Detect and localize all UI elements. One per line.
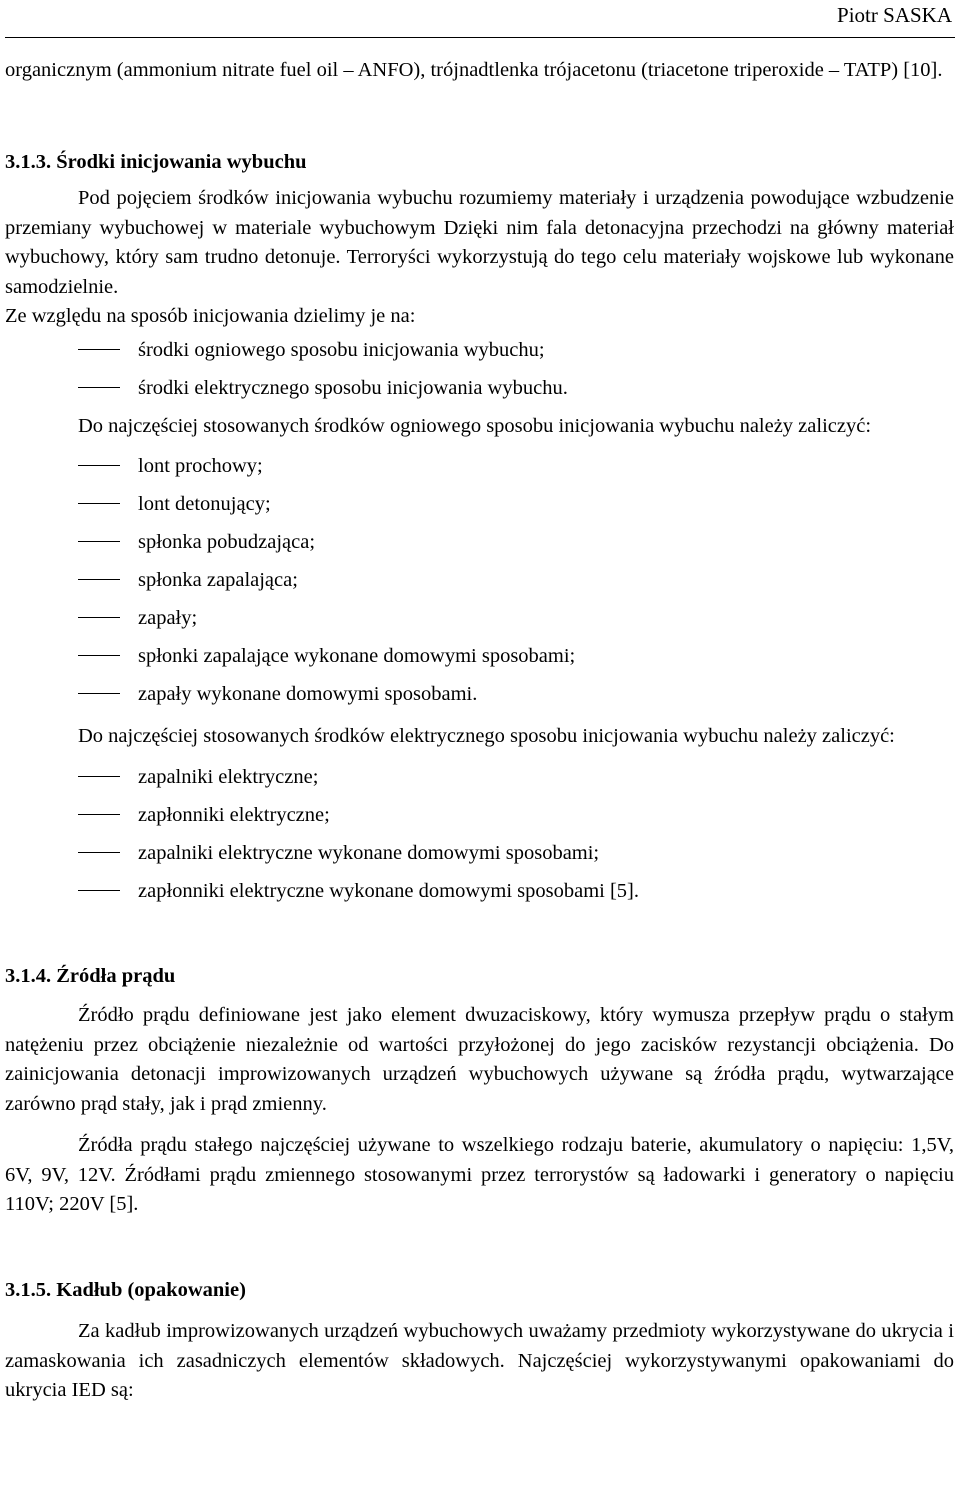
page-content (5, 56, 954, 1406)
s313-paragraph-4: Do najczęściej stosowanych środków elektrycznego sposobu inicjowania wybuchu należy zaliczyć: (78, 725, 895, 747)
list-item: zapalniki elektryczne wykonane domowymi sposobami; (5, 834, 954, 872)
list-item: środki elektrycznego sposobu inicjowania wybuchu. (5, 369, 954, 407)
s313-paragraph-3: Do najczęściej stosowanych środków ogniowego sposobu inicjowania wybuchu należy zaliczyć: (78, 414, 872, 437)
running-header-author: Piotr SASKA (837, 3, 952, 27)
s313-list-3 (5, 758, 954, 910)
list-item: zapalniki elektryczne; (5, 758, 954, 796)
intro-paragraph: organicznym (ammonium nitrate fuel oil – ANFO), trójnadtlenka trójacetonu (triacetone triperoxide – TATP) [10]. (5, 59, 943, 81)
s314-paragraph-2: Źródła prądu stałego najczęściej używane to wszelkiego rodzaju baterie, akumulatory o napięciu: 1,5V, 6V, 9V, 12V. Źródłami prądu zmiennego stosowanymi przez terrorystów są ładowarki i generatory o napięciu 110V; 220V [5]. (5, 1134, 954, 1215)
header-rule (5, 37, 955, 38)
s313-list-1 (5, 331, 954, 407)
list-item: spłonka zapalająca; (5, 561, 954, 599)
list-item: lont prochowy; (5, 447, 954, 485)
s314-paragraph-1: Źródło prądu definiowane jest jako element dwuzaciskowy, który wymusza przepływ prądu o stałym natężeniu przez obciążenie niezależnie od wartości przyłożonej do jego zacisków rezystancji obciążenia. Do zainicjowania detonacji improwizowanych urządzeń wybuchowych używane są źródła prądu, wytwarzające zarówno prąd stały, jak i prąd zmienny. (5, 1004, 954, 1115)
s315-paragraph-1: Za kadłub improwizowanych urządzeń wybuchowych uważamy przedmioty wykorzystywane do ukrycia i zamaskowania ich zasadniczych elementów składowych. Najczęściej wykorzystywanymi opakowaniami do ukrycia IED są: (5, 1320, 954, 1401)
list-item: środki ogniowego sposobu inicjowania wybuchu; (5, 331, 954, 369)
s313-paragraph-2: Ze względu na sposób inicjowania dzielimy je na: (5, 305, 416, 327)
s313-list-2 (5, 447, 954, 713)
section-heading-3-1-3: 3.1.3. Środki inicjowania wybuchu (5, 150, 307, 173)
list-item: zapłonniki elektryczne; (5, 796, 954, 834)
list-item: spłonka pobudzająca; (5, 523, 954, 561)
list-item: zapłonniki elektryczne wykonane domowymi sposobami [5]. (5, 872, 954, 910)
section-heading-3-1-4: 3.1.4. Źródła prądu (5, 964, 176, 987)
list-item: zapały wykonane domowymi sposobami. (5, 675, 954, 713)
s313-paragraph-1: Pod pojęciem środków inicjowania wybuchu rozumiemy materiały i urządzenia powodujące wzbudzenie przemiany wybuchowej w materiale wybuchowym Dzięki nim fala detonacyjna przechodzi na główny materiał wybuchowy, który sam trudno detonuje. Terroryści wykorzystują do tego celu materiały wojskowe lub wykonane samodzielnie. (5, 187, 954, 298)
list-item: spłonki zapalające wykonane domowymi sposobami; (5, 637, 954, 675)
section-heading-3-1-5: 3.1.5. Kadłub (opakowanie) (5, 1278, 246, 1301)
list-item: lont detonujący; (5, 485, 954, 523)
list-item: zapały; (5, 599, 954, 637)
